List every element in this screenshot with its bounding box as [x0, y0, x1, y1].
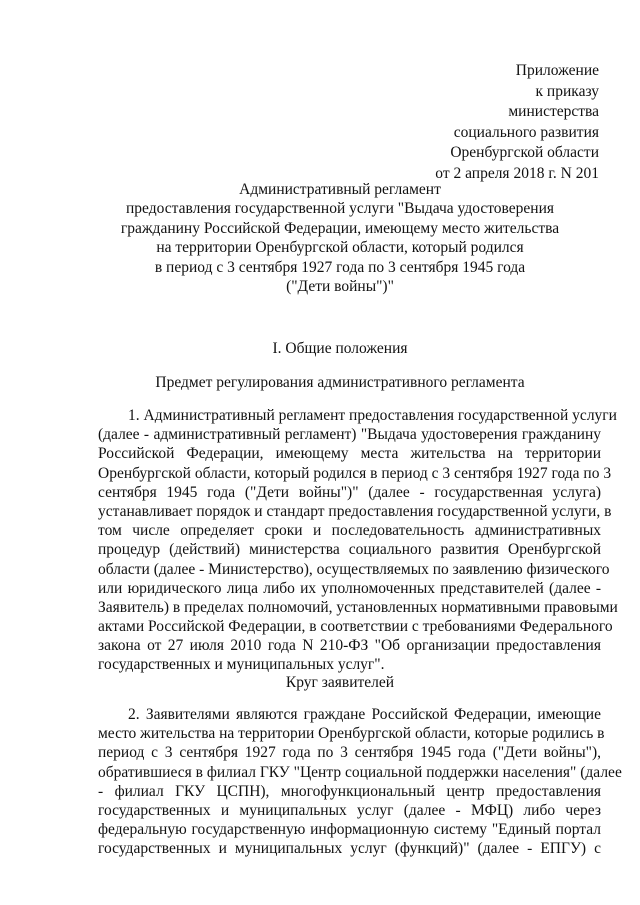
- paragraph-line: 1. Административный регламент предоставления государственной услуги: [128, 407, 617, 424]
- title-line: на территории Оренбургской области, который родился: [156, 239, 524, 257]
- paragraph-line: или юридического лица либо их уполномоченных представителей (далее -: [98, 579, 601, 597]
- paragraph-line: 2. Заявителями являются граждане Российской Федерации, имеющие: [128, 706, 601, 723]
- paragraph-line: том числе определяет сроки и последовательность административных: [98, 522, 601, 540]
- paragraph-line: период с 3 сентября 1927 года по 3 сентября 1945 года ("Дети войны"),: [98, 744, 601, 762]
- paragraph-line: закона от 27 июля 2010 года N 210-ФЗ "Об организации предоставления: [98, 637, 601, 655]
- appendix-line: министерства: [508, 103, 599, 121]
- paragraph-line: - филиал ГКУ ЦСПН), многофункциональный центр предоставления: [98, 782, 601, 800]
- paragraph-line: государственных и муниципальных услуг".: [98, 656, 385, 674]
- title-line: в период с 3 сентября 1927 года по 3 сентября 1945 года: [154, 258, 526, 276]
- paragraph-line: государственных и муниципальных услуг (далее - МФЦ) либо через: [98, 801, 601, 819]
- paragraph-line: федеральную государственную информационную систему "Единый портал: [98, 821, 601, 839]
- appendix-line: Оренбургской области: [450, 144, 599, 162]
- appendix-line: к приказу: [535, 82, 599, 100]
- title-line: ("Дети войны")": [286, 278, 394, 296]
- title-line: Административный регламент: [239, 181, 441, 198]
- paragraph-line: устанавливает порядок и стандарт предоставления государственной услуги, в: [98, 502, 612, 520]
- paragraph-line: (далее - административный регламент) "Выдача удостоверения гражданину: [98, 426, 601, 444]
- appendix-line: Приложение: [515, 62, 599, 79]
- paragraph-line: место жительства на территории Оренбургской области, которые родились в: [98, 725, 605, 743]
- paragraph-2: [98, 705, 622, 859]
- paragraph-line: государственных и муниципальных услуг (функций)" (далее - ЕПГУ) с: [98, 840, 601, 858]
- paragraph-line: Российской Федерации, имеющему места жительства на территории: [98, 445, 601, 463]
- paragraph-line: области (далее - Министерство), осуществляемых по заявлению физического: [98, 560, 610, 578]
- paragraph-line: обратившиеся в филиал ГКУ "Центр социальной поддержки населения" (далее: [98, 763, 622, 781]
- paragraph-line: Заявитель) в пределах полномочий, установленных нормативными правовыми: [98, 598, 618, 616]
- title-line: предоставления государственной услуги "Выдача удостоверения: [126, 200, 554, 218]
- paragraph-line: актами Российской Федерации, в соответствии с требованиями Федерального: [98, 618, 613, 636]
- paragraph-line: Оренбургской области, который родился в период с 3 сентября 1927 года по 3: [98, 464, 612, 482]
- appendix-line: социального развития: [453, 123, 599, 141]
- section-heading: I. Общие положения: [272, 340, 408, 357]
- paragraph-1: [98, 406, 618, 675]
- section-subheading: Круг заявителей: [285, 674, 395, 691]
- paragraph-line: сентября 1945 года ("Дети войны")" (далее - государственная услуга): [98, 483, 601, 501]
- title-line: гражданину Российской Федерации, имеющему место жительства: [120, 219, 560, 237]
- appendix-line: от 2 апреля 2018 г. N 201: [435, 164, 599, 182]
- appendix-block: [339, 61, 599, 185]
- document-title: [90, 180, 590, 296]
- paragraph-line: процедур (действий) министерства социального развития Оренбургской: [98, 541, 601, 559]
- section-subheading: Предмет регулирования административного регламента: [155, 374, 525, 391]
